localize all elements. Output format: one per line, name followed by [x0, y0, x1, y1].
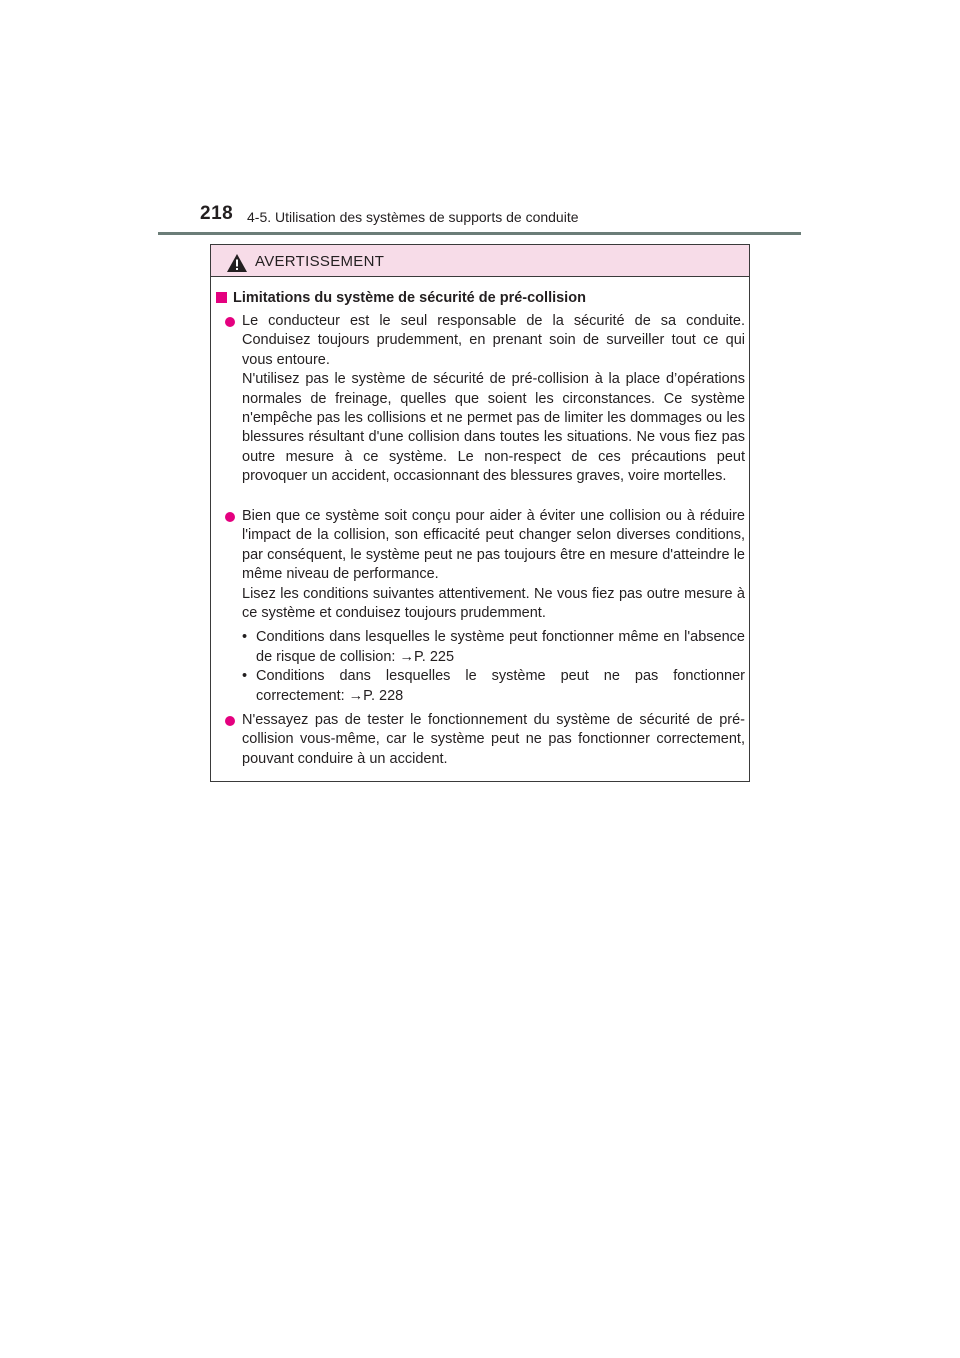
paragraph: N'utilisez pas le système de sécurité de pré-collision à la place d’opérations normales de freinage, quelles que soient les circonstances. Ce système n'empêche pas les collisions et ne permet pas de limiter les dommages ou les blessures résultant d'une collision dans toutes les situations. Ne vous fiez pas outre mesure à ce système. Le non-respect de ces précautions peut provoquer un accident, occasionnant des blessures graves, voire mortelles.	[242, 371, 745, 485]
sub-list-text: Conditions dans lesquelles le système peut fonctionner même en l'absence de risque de collision: →P. 225	[256, 629, 745, 665]
page-header	[200, 203, 800, 227]
sub-list	[242, 628, 745, 706]
sub-list-item	[242, 628, 745, 667]
list-item	[225, 711, 745, 769]
bullet-dot-icon	[225, 317, 235, 327]
sub-list-text: Conditions dans lesquelles le système peut ne pas fonctionner correctement: →P. 228	[256, 668, 745, 704]
page-number: 218	[200, 203, 234, 224]
paragraph: Bien que ce système soit conçu pour aider à éviter une collision ou à réduire l'impact de la collision, son efficacité peut changer selon diverses conditions, par conséquent, le système peut ne pas toujours être en mesure d'atteindre le même niveau de performance.	[242, 508, 745, 583]
warning-label: AVERTISSEMENT	[255, 253, 385, 270]
warning-heading-text: Limitations du système de sécurité de pré-collision	[233, 290, 586, 306]
list-item	[225, 507, 745, 706]
item-text	[242, 711, 745, 769]
bullet-dot-icon	[225, 716, 235, 726]
sub-bullet: •	[242, 629, 248, 646]
warning-header	[211, 245, 749, 277]
warning-triangle-icon	[226, 253, 248, 273]
bullet-dot-icon	[225, 512, 235, 522]
warning-box	[210, 244, 750, 782]
sub-bullet: •	[242, 668, 248, 685]
item-text	[242, 507, 745, 706]
paragraph: Lisez les conditions suivantes attentivement. Ne vous fiez pas outre mesure à ce système et conduisez toujours prudemment.	[242, 585, 745, 622]
list-item	[225, 312, 745, 487]
header-rule	[158, 232, 801, 235]
sub-list-item	[242, 667, 745, 706]
square-bullet-icon	[216, 292, 227, 303]
section-title: 4-5. Utilisation des systèmes de supports de conduite	[247, 209, 579, 225]
item-text	[242, 312, 745, 487]
warning-heading	[214, 290, 586, 306]
paragraph: N'essayez pas de tester le fonctionnement du système de sécurité de pré-collision vous-même, car le système peut ne pas fonctionner correctement, pouvant conduire à un accident.	[242, 712, 745, 767]
paragraph: Le conducteur est le seul responsable de la sécurité de sa conduite. Conduisez toujours prudemment, en prenant soin de surveiller tout ce qui vous entoure.	[242, 313, 745, 368]
